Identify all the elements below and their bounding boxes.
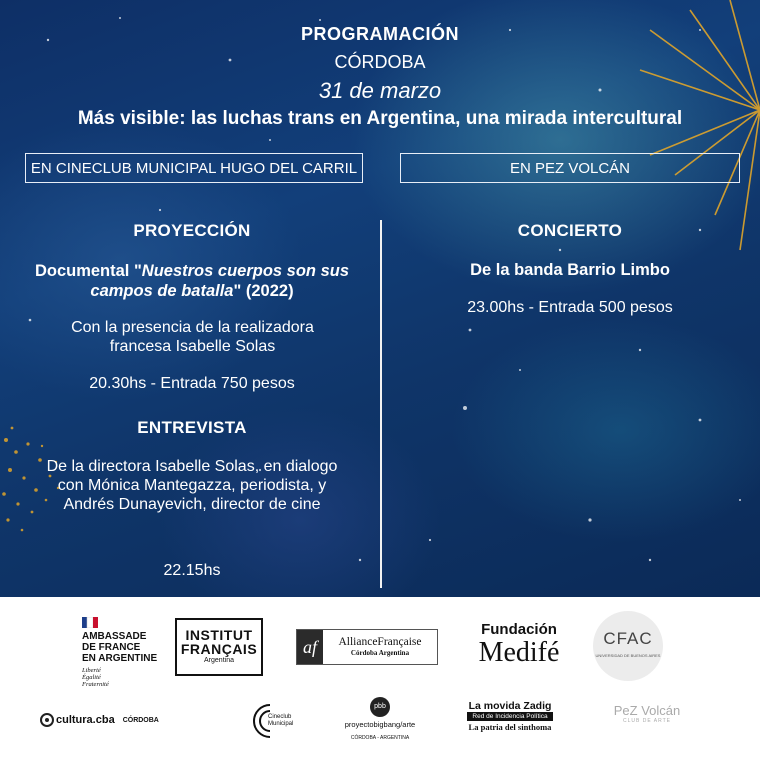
institut-line3: Argentina <box>204 657 234 664</box>
medife-line1: Fundación <box>481 621 557 638</box>
cultura-cba-logo <box>40 713 195 727</box>
cineclub-line2: Municipal <box>268 721 294 727</box>
film-description <box>22 261 362 301</box>
sponsor-logo-strip <box>0 597 760 760</box>
institut-francais-logo <box>175 618 263 676</box>
movida-zadig-logo <box>467 700 553 733</box>
projection-time: 20.30hs - Entrada 750 pesos <box>89 375 295 392</box>
medife-line2: Medifé <box>478 637 560 668</box>
program-title: PROGRAMACIÓN <box>301 24 459 44</box>
institut-line1: INSTITUT <box>185 627 253 643</box>
cineclub-line1: Cineclub <box>268 714 292 720</box>
venue-label-cineclub: EN CINECLUB MUNICIPAL HUGO DEL CARRIL <box>30 159 358 177</box>
cultura-swirl-icon <box>40 713 54 727</box>
ambassade-motto2: Égalité <box>82 674 101 681</box>
cineclub-municipal-logo <box>248 699 298 743</box>
pezvolcan-caption: CLUB DE ARTE <box>622 718 672 724</box>
ambassade-logo <box>82 617 172 688</box>
venue-label-pez-volcan: EN PEZ VOLCÁN <box>509 159 631 177</box>
interview-heading: ENTREVISTA <box>137 418 247 437</box>
pbb-name: proyectobigbang/arte <box>344 720 416 729</box>
interview-time: 22.15hs <box>163 562 221 579</box>
fundacion-medife-logo <box>464 622 574 668</box>
band-name: De la banda Barrio Limbo <box>470 261 670 279</box>
venue-box-cineclub <box>25 153 363 183</box>
film-title: Nuestros cuerpos son sus campos de batalla <box>90 262 350 300</box>
cfac-logo <box>593 611 663 681</box>
pez-volcan-logo <box>612 703 682 725</box>
alliance-place: Córdoba Argentina <box>350 649 410 657</box>
projection-heading: PROYECCIÓN <box>133 221 251 240</box>
venue-box-pez-volcan <box>400 153 740 183</box>
zadig-line1: La movida Zadig <box>468 700 552 712</box>
pbb-place: CÓRDOBA - ARGENTINA <box>350 735 410 741</box>
cfac-caption: UNIVERSIDAD DE BUENOS AIRES <box>595 653 661 658</box>
director-presence: Con la presencia de la realizadora francesa Isabelle Solas <box>71 319 314 355</box>
ambassade-line3: EN ARGENTINE <box>82 653 158 664</box>
film-prefix: Documental " <box>34 262 142 280</box>
ambassade-line2: DE FRANCE <box>82 642 141 653</box>
proyecto-bigbang-logo <box>340 697 420 742</box>
alliance-name: AllianceFrançaise <box>338 636 422 648</box>
concert-heading: CONCIERTO <box>517 221 623 240</box>
cfac-mark: CFAC <box>603 629 653 648</box>
marianne-icon <box>82 617 98 628</box>
alliance-francaise-logo <box>296 629 438 665</box>
film-suffix: " (2022) <box>233 282 294 300</box>
institut-line2: FRANÇAIS <box>180 641 258 657</box>
cultura-place: CÓRDOBA <box>122 716 159 724</box>
cultura-name: cultura.cba <box>56 714 115 726</box>
ambassade-line1: AMBASSADE <box>82 631 147 642</box>
event-date: 31 de marzo <box>318 78 442 103</box>
zadig-line2: Red de Incidencia Política <box>467 712 553 721</box>
column-divider <box>380 220 382 588</box>
city-label: CÓRDOBA <box>334 52 426 72</box>
alliance-mark: af <box>297 630 323 664</box>
zadig-line3: La patria del sinthoma <box>468 722 552 732</box>
ambassade-motto1: Liberté <box>82 667 101 674</box>
interview-description: De la directora Isabelle Solas, en dialogo con Mónica Mantegazza, periodista, y Andrés Dunayevich, director de cine <box>46 458 338 513</box>
pbb-mark: pbb <box>370 697 390 717</box>
concert-time: 23.00hs - Entrada 500 pesos <box>467 299 673 316</box>
event-subtitle: Más visible: las luchas trans en Argentina, una mirada intercultural <box>77 108 683 129</box>
pezvolcan-name: PeZ Volcán <box>613 703 681 718</box>
ambassade-motto3: Fraternité <box>82 681 109 688</box>
